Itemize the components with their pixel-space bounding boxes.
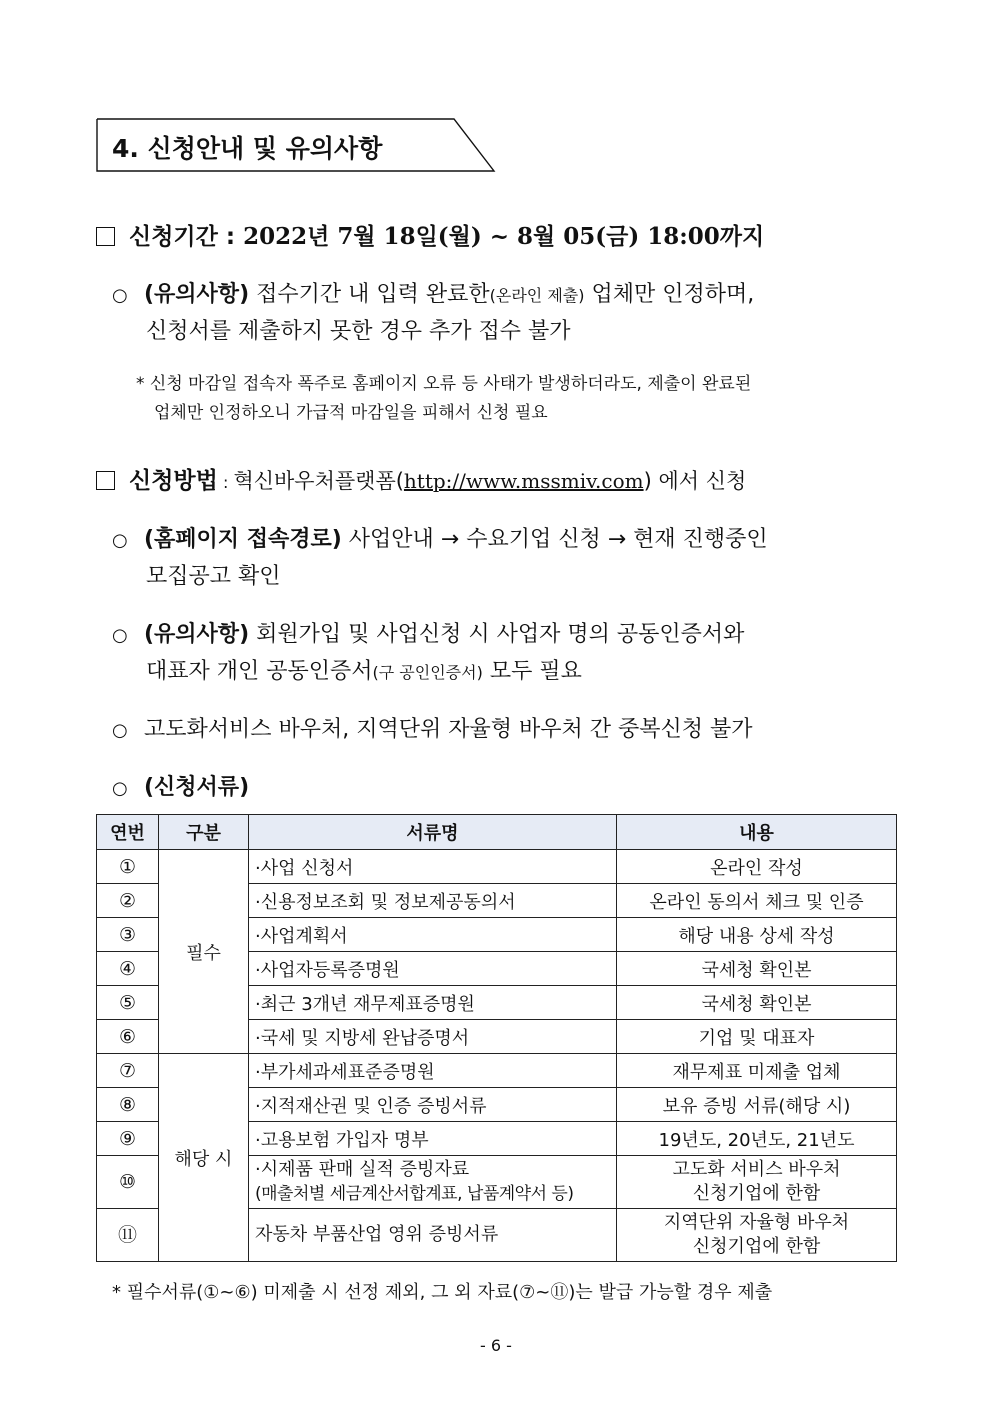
period-bullet-1-small: (온라인 제출) [489,286,585,305]
method-bullet-4-text: (신청서류) [144,775,250,800]
row-content: 온라인 작성 [617,850,897,884]
method-bullet-2-text: 회원가입 및 사업신청 시 사업자 명의 공동인증서와 [249,622,745,647]
row-no: ② [97,884,159,918]
method-bullet-1-bold: (홈페이지 접속경로) [144,527,342,552]
row-content-line2: 신청기업에 한함 [692,1236,821,1257]
method-bullet-3-text: 고도화서비스 바우처, 지역단위 자율형 바우처 간 중복신청 불가 [144,717,753,742]
period-label: 신청기간 [129,224,218,250]
circle-bullet-icon: ○ [112,720,128,741]
method-bullet-2-bold: (유의사항) [144,622,250,647]
period-note-line2: 업체만 인정하오니 가급적 마감일을 피해서 신청 필요 [154,403,548,423]
row-content-line1: 고도화 서비스 바우처 [672,1159,841,1180]
table-header-document: 서류명 [249,815,617,850]
row-content [617,1209,897,1262]
method-bullet-2 [112,617,744,654]
row-content-line1: 지역단위 자율형 바우처 [663,1212,850,1233]
row-no: ⑥ [97,1020,159,1054]
row-content: 보유 증빙 서류(해당 시) [617,1088,897,1122]
method-bullet-2-line2 [146,654,582,691]
row-document [249,1156,617,1209]
period-colon: : [217,224,244,250]
period-bullet-1-text-a: 접수기간 내 입력 완료한 [249,282,490,307]
footnote: * 필수서류(①~⑥) 미제출 시 선정 제외, 그 외 자료(⑦~⑪)는 발급 가능할 경우 제출 [112,1282,773,1303]
row-document: ·사업 신청서 [249,850,617,884]
row-content: 국세청 확인본 [617,986,897,1020]
row-document-line2: (매출처별 세금계산서합계표, 납품계약서 등) [255,1184,574,1204]
method-link[interactable]: http://www.mssmiv.com [403,469,644,493]
row-no: ⑤ [97,986,159,1020]
row-content-line2: 신청기업에 한함 [692,1183,821,1204]
period-bullet-1-bold: (유의사항) [144,282,250,307]
page-number: - 6 - [480,1336,512,1355]
square-bullet-icon [96,227,115,246]
row-document: ·지적재산권 및 인증 증빙서류 [249,1088,617,1122]
row-document: ·부가세과세표준증명원 [249,1054,617,1088]
period-line [96,218,764,251]
method-bullet-1-line2: 모집공고 확인 [146,564,281,589]
row-content [617,1156,897,1209]
table-row [97,850,897,884]
method-text-b: ) 에서 신청 [643,469,747,493]
method-label: 신청방법 [129,468,218,494]
row-document: ·신용정보조회 및 정보제공동의서 [249,884,617,918]
method-bullet-1-text: 사업안내 → 수요기업 신청 → 현재 진행중인 [341,527,768,552]
row-no: ⑧ [97,1088,159,1122]
method-text-a: 혁신바우처플랫폼( [233,469,404,493]
method-bullet-2-line2-b: 모두 필요 [482,659,582,684]
table-header-category: 구분 [159,815,249,850]
method-colon: : [217,473,234,492]
period-value: 2022년 7월 18일(월) ~ 8월 05(금) 18:00까지 [243,223,765,250]
table-header-no: 연번 [97,815,159,850]
period-bullet-1-text-b: 업체만 인정하며, [584,282,755,307]
row-document: 자동차 부품산업 영위 증빙서류 [249,1209,617,1262]
method-bullet-4 [112,770,249,807]
section-title: 4. 신청안내 및 유의사항 [112,134,383,163]
method-line [96,462,746,495]
circle-bullet-icon: ○ [112,285,128,306]
row-document: ·최근 3개년 재무제표증명원 [249,986,617,1020]
documents-table [96,814,897,1262]
method-bullet-2-line2-a: 대표자 개인 공동인증서 [146,659,373,684]
section-header [96,118,496,172]
method-bullet-3 [112,712,753,749]
row-no: ⑩ [97,1156,159,1209]
table-header-content: 내용 [617,815,897,850]
period-note-line1: * 신청 마감일 접속자 폭주로 홈페이지 오류 등 사태가 발생하더라도, 제출이 완료된 [136,374,752,394]
row-no: ④ [97,952,159,986]
circle-bullet-icon: ○ [112,778,128,799]
row-no: ⑪ [97,1209,159,1262]
row-no: ① [97,850,159,884]
period-bullet-1 [112,277,754,314]
circle-bullet-icon: ○ [112,625,128,646]
row-document: ·사업자등록증명원 [249,952,617,986]
row-content: 기업 및 대표자 [617,1020,897,1054]
row-content: 19년도, 20년도, 21년도 [617,1122,897,1156]
row-no: ⑦ [97,1054,159,1088]
row-document: ·국세 및 지방세 완납증명서 [249,1020,617,1054]
group-applicable: 해당 시 [159,1054,249,1262]
row-no: ⑨ [97,1122,159,1156]
row-no: ③ [97,918,159,952]
row-content: 국세청 확인본 [617,952,897,986]
row-document: ·고용보험 가입자 명부 [249,1122,617,1156]
method-bullet-1 [112,522,768,559]
row-content: 온라인 동의서 체크 및 인증 [617,884,897,918]
row-document: ·사업계획서 [249,918,617,952]
circle-bullet-icon: ○ [112,530,128,551]
table-row [97,1054,897,1088]
row-content: 재무제표 미제출 업체 [617,1054,897,1088]
method-bullet-2-line2-small: (구 공인인증서) [372,663,483,682]
row-document-line1: ·시제품 판매 실적 증빙자료 [255,1159,470,1180]
row-content: 해당 내용 상세 작성 [617,918,897,952]
square-bullet-icon [96,471,115,490]
group-required: 필수 [159,850,249,1054]
period-bullet-1-line2: 신청서를 제출하지 못한 경우 추가 접수 불가 [146,319,571,344]
table-header-row [97,815,897,850]
